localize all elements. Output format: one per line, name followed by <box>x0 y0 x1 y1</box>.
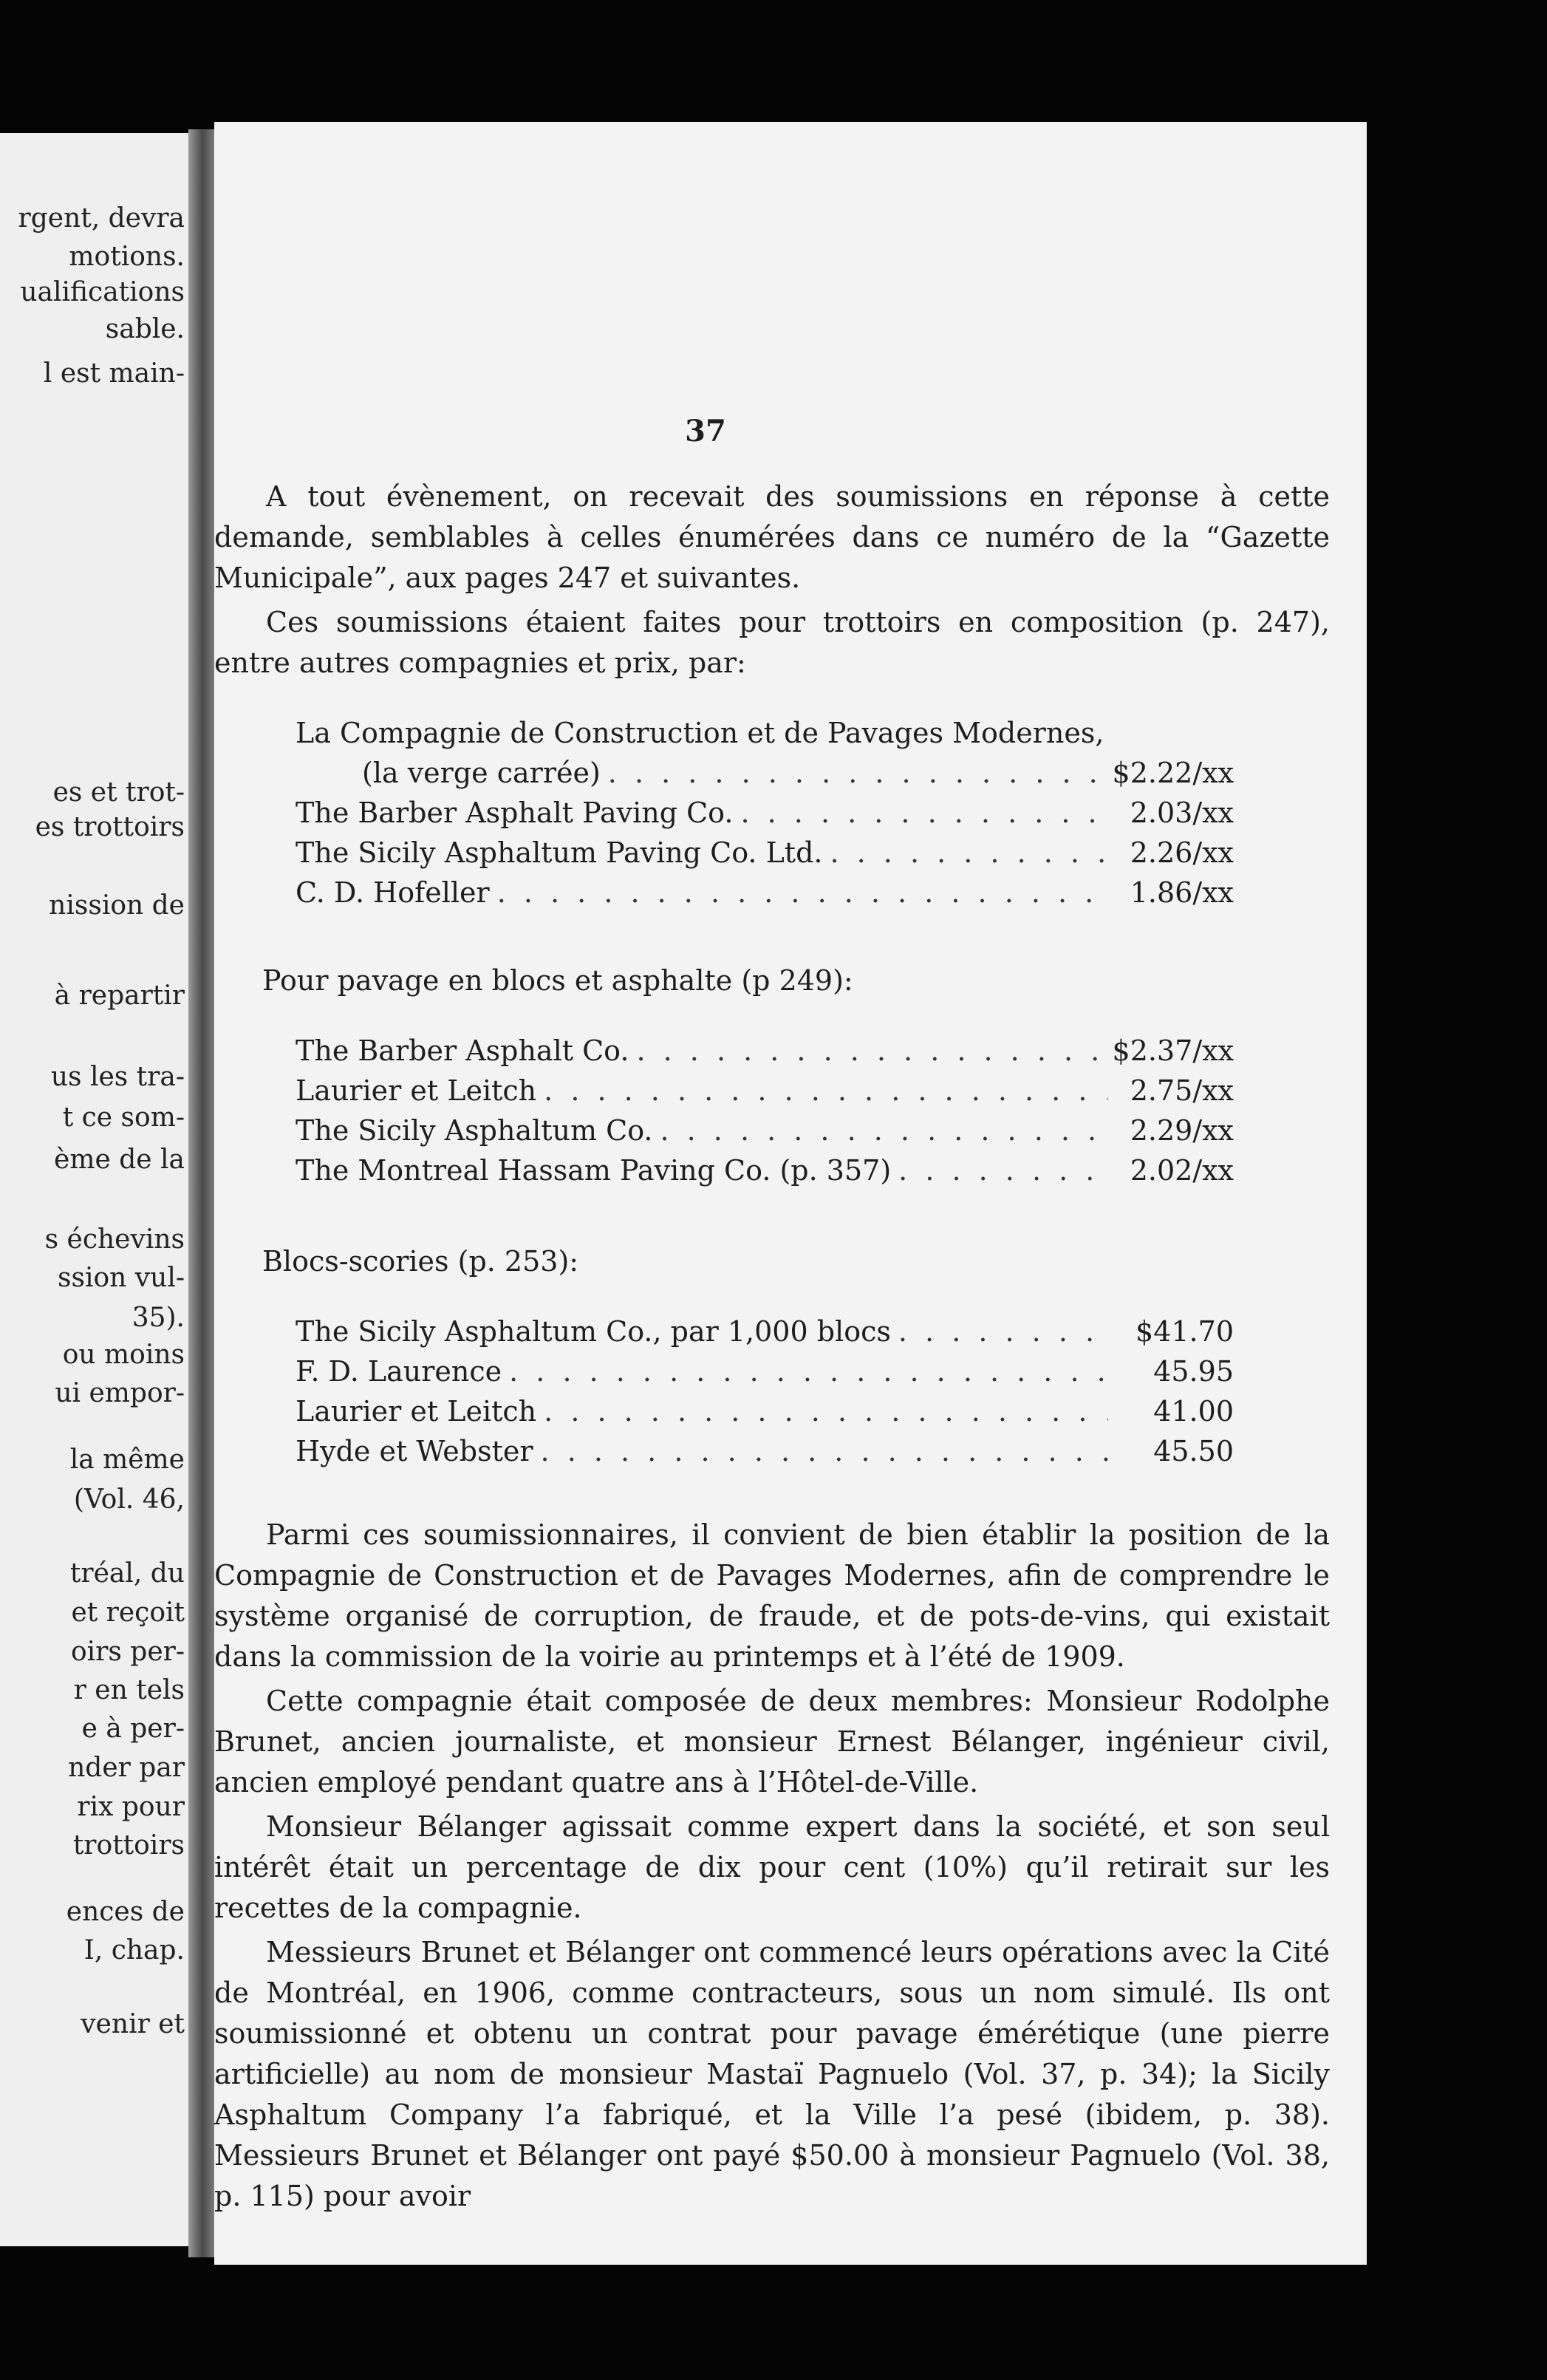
left-page-line: nder par <box>68 1753 185 1783</box>
book-page <box>214 122 1367 2265</box>
bid-row <box>296 876 1234 916</box>
bid-price: 1.86/xx <box>1130 876 1234 909</box>
left-page-line: venir et <box>81 2009 185 2039</box>
body-paragraph-2: Cette compagnie était composée de deux membres: Monsieur Rodolphe Brunet, ancien journaliste, et monsieur Ernest Bélanger, ingénieur civil, ancien employé pendant quatre ans à l’Hôtel-de-Ville. <box>214 1685 1330 1798</box>
dot-leader <box>740 797 1108 829</box>
left-page-line: (Vol. 46, <box>73 1484 185 1515</box>
left-page-line: ences de <box>66 1897 185 1927</box>
bid-price: 2.75/xx <box>1130 1074 1234 1107</box>
left-page-line: ui empor- <box>55 1378 185 1408</box>
left-page-line: sable. <box>105 314 185 344</box>
bidder-name: Hyde et Webster <box>296 1435 533 1467</box>
slag-heading: Blocs-scories (p. 253): <box>262 1245 579 1278</box>
bid-row <box>296 836 1234 876</box>
left-page-line: r en tels <box>73 1675 185 1705</box>
blocks-heading: Pour pavage en blocs et asphalte (p 249): <box>262 964 853 997</box>
bidder-name: The Barber Asphalt Paving Co. <box>296 797 734 829</box>
body-paragraph-3: Monsieur Bélanger agissait comme expert dans la société, et son seul intérêt était un percentage de dix pour cent (10%) qu’il retirait sur les recettes de la compagnie. <box>214 1810 1330 1924</box>
left-page-line: et reçoit <box>71 1598 185 1628</box>
bid-price: 2.26/xx <box>1130 836 1234 869</box>
bidder-name: The Barber Asphalt Co. <box>296 1034 629 1067</box>
sidewalk-bids-table <box>296 717 1234 916</box>
bidder-name: The Sicily Asphaltum Paving Co. Ltd. <box>296 836 823 869</box>
bid-price: 2.03/xx <box>1130 797 1234 829</box>
left-page-line: ou moins <box>62 1340 185 1370</box>
body-paragraph-1: Parmi ces soumissionnaires, il convient de bien établir la position de la Compagnie de Construction et de Pavages Modernes, afin de comprendre le système organisé de corruption, de fraude, et de pots-de-vins, qui existait dans la commission de la voirie au printemps et à l’été de 1909. <box>214 1518 1330 1673</box>
left-page-line: ème de la <box>54 1145 185 1175</box>
bid-row <box>296 1114 1234 1154</box>
dot-leader <box>544 1074 1108 1107</box>
bid-row <box>296 1355 1234 1395</box>
slag-bids-table <box>296 1315 1234 1475</box>
dot-leader <box>541 1435 1108 1467</box>
left-page-line: oirs per- <box>70 1637 185 1667</box>
page-number: 37 <box>685 414 726 449</box>
bid-price: 2.29/xx <box>1130 1114 1234 1147</box>
left-page-line: us les tra- <box>50 1062 185 1092</box>
dot-leader <box>608 757 1105 789</box>
dot-leader <box>544 1395 1108 1428</box>
bid-row <box>296 1154 1234 1194</box>
dot-leader <box>636 1034 1104 1067</box>
dot-leader <box>898 1315 1108 1348</box>
bidder-name: Laurier et Leitch <box>296 1074 537 1107</box>
dot-leader <box>660 1114 1108 1147</box>
intro-paragraph-1: A tout évènement, on recevait des soumissions en réponse à cette demande, semblables à celles énumérées dans ce numéro de la “Gazette Municipale”, aux pages 247 et suivantes. <box>214 480 1330 594</box>
bidder-name: (la verge carrée) <box>362 757 601 789</box>
dot-leader <box>830 836 1108 869</box>
bidder-name: F. D. Laurence <box>296 1355 502 1388</box>
bid-row <box>296 717 1234 757</box>
left-page-line: tréal, du <box>69 1558 185 1589</box>
body-paragraph-4: Messieurs Brunet et Bélanger ont commencé leurs opérations avec la Cité de Montréal, en 1906, comme contracteurs, sous un nom simulé. Ils ont soumissionné et obtenu un contrat pour pavage émérétique (une pierre artificielle) au nom de monsieur Mastaï Pagnuelo (Vol. 37, p. 34); la Sicily Asphaltum Company l’a fabriqué, et la Ville l’a pesé (ibidem, p. 38). Messieurs Brunet et Bélanger ont payé $50.00 à monsieur Pagnuelo (Vol. 38, p. 115) pour avoir <box>214 1936 1330 2212</box>
left-page-line: rgent, devra <box>18 203 185 233</box>
bidder-name: The Sicily Asphaltum Co., par 1,000 blocs <box>296 1315 891 1348</box>
left-page-line: es trottoirs <box>35 812 185 842</box>
left-page-line: es et trot- <box>52 777 185 808</box>
left-page-line: s échevins <box>44 1224 185 1255</box>
left-page-line: rix pour <box>77 1792 185 1822</box>
left-page-line: ualifications <box>20 277 185 307</box>
left-page-line: la même <box>69 1445 185 1475</box>
left-page-line: e à per- <box>81 1714 185 1744</box>
bidder-name: The Sicily Asphaltum Co. <box>296 1114 653 1147</box>
bidder-name: C. D. Hofeller <box>296 876 490 909</box>
bid-row <box>296 1034 1234 1074</box>
dot-leader <box>509 1355 1108 1388</box>
bidder-name: Laurier et Leitch <box>296 1395 537 1428</box>
bid-row <box>296 757 1234 797</box>
bid-row <box>296 1074 1234 1114</box>
bid-price: $41.70 <box>1136 1315 1234 1348</box>
left-page-line: t ce som- <box>62 1102 185 1133</box>
dot-leader <box>898 1154 1108 1187</box>
left-page-line: nission de <box>49 890 185 921</box>
bid-price: 45.50 <box>1153 1435 1234 1467</box>
bid-row <box>296 1395 1234 1435</box>
left-page-line: 35). <box>132 1303 185 1333</box>
bid-price: 2.02/xx <box>1130 1154 1234 1187</box>
bid-price: 45.95 <box>1153 1355 1234 1388</box>
left-page-line: motions. <box>69 242 185 272</box>
intro-paragraph-2: Ces soumissions étaient faites pour trottoirs en composition (p. 247), entre autres compagnies et prix, par: <box>214 606 1330 679</box>
left-page-line: à repartir <box>54 981 185 1011</box>
left-page-line: trottoirs <box>72 1830 185 1861</box>
bidder-name: The Montreal Hassam Paving Co. (p. 357) <box>296 1154 892 1187</box>
bidder-name: La Compagnie de Construction et de Pavages Modernes, <box>296 717 1104 749</box>
bid-row <box>296 797 1234 836</box>
dot-leader <box>497 876 1108 909</box>
blocks-bids-table <box>296 1034 1234 1194</box>
bid-row <box>296 1435 1234 1475</box>
bid-row <box>296 1315 1234 1355</box>
left-facing-page <box>0 133 198 2246</box>
bid-price: 41.00 <box>1153 1395 1234 1428</box>
bid-price: $2.37/xx <box>1112 1034 1234 1067</box>
left-page-line: l est main- <box>43 358 185 389</box>
left-page-line: ssion vul- <box>58 1263 185 1293</box>
left-page-line: I, chap. <box>83 1935 185 1965</box>
bid-price: $2.22/xx <box>1112 757 1234 789</box>
